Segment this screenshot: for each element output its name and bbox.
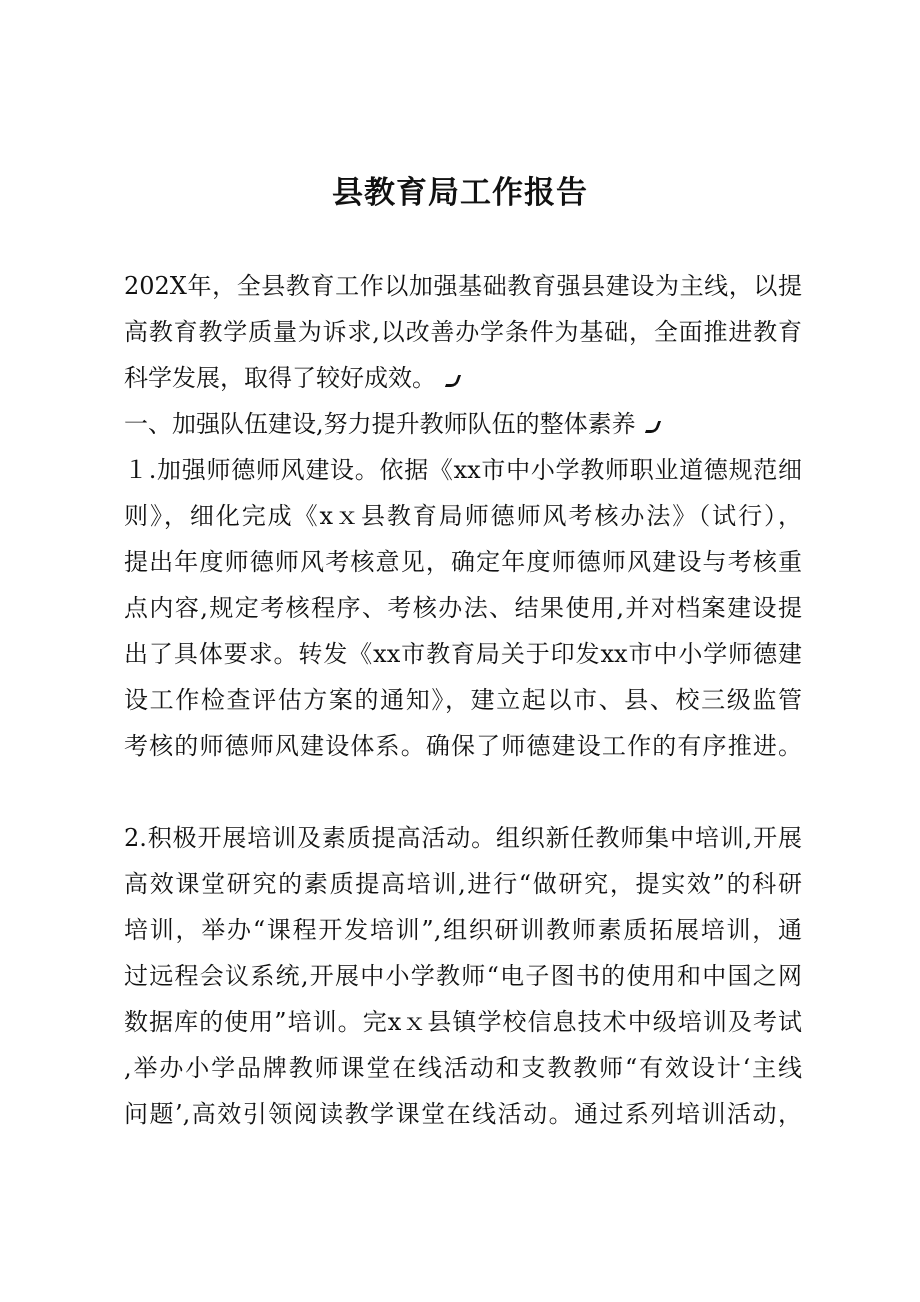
paragraph-gap [124,769,802,815]
document-body [124,263,802,1137]
text-line: 过远程会议系统,开展中小学教师“电子图书的使用和中国之网 [124,962,802,990]
text-line: ,举办小学品牌教师课堂在线活动和支教教师“有效设计‘主线 [124,1054,802,1082]
text-line: 数据库的使用”培训。完xｘ县镇学校信息技术中级培训及考试 [124,1008,802,1036]
text-line [124,401,802,447]
text-line: 则》，细化完成《xｘ县教育局师德师风考核办法》（试行）， [124,502,802,530]
text-line: 问题’,高效引领阅读教学课堂在线活动。通过系列培训活动， [124,1100,802,1128]
text-line: 出了具体要求。转发《xx市教育局关于印发xx市中小学师德建 [124,640,802,668]
text-line: 2.积极开展培训及素质提高活动。组织新任教师集中培训,开展 [124,824,802,852]
document-title: 县教育局工作报告 [332,175,588,211]
text-line: 设工作检查评估方案的通知》，建立起以市、县、校三级监管 [124,686,802,714]
text-line-content: 一、加强队伍建设,努力提升教师队伍的整体素养 [124,410,636,438]
body-paragraph [124,447,802,769]
text-line: 考核的师德师风建设体系。确保了师德建设工作的有序推进。 [124,732,802,760]
text-line [124,355,802,401]
body-paragraph [124,815,802,1137]
text-line: 高效课堂研究的素质提高培训,进行“做研究，提实效”的科研 [124,870,802,898]
text-line: 培训，举办“课程开发培训”,组织研训教师素质拓展培训，通 [124,916,802,944]
text-line: １.加强师德师风建设。依据《xx市中小学教师职业道德规范细 [124,456,802,484]
text-line-content: 科学发展，取得了较好成效。 [124,364,436,392]
text-line: 提出年度师德师风考核意见，确定年度师德师风建设与考核重 [124,548,802,576]
paragraph-mark-icon [646,421,660,433]
intro-paragraph [124,263,802,401]
paragraph-mark-icon [446,375,460,387]
text-line: 点内容,规定考核程序、考核办法、结果使用,并对档案建设提 [124,594,802,622]
section-heading [124,401,802,447]
text-line: 高教育教学质量为诉求,以改善办学条件为基础，全面推进教育 [124,318,802,346]
text-line: 202X年，全县教育工作以加强基础教育强县建设为主线，以提 [124,272,802,300]
